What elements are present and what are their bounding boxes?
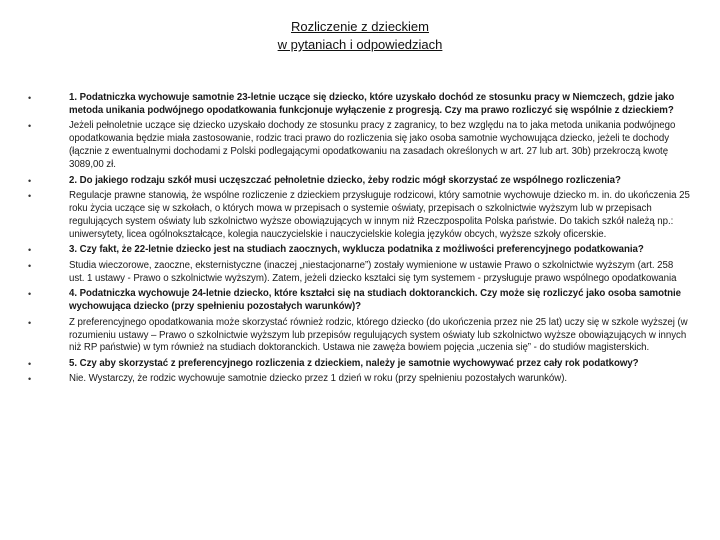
bullet-icon: • [28,191,32,202]
answer-item-5 [0,373,720,386]
answer-text: Z preferencyjnego opodatkowania może skorzystać również rodzic, którego dziecko (do ukończenia przez nie 25 lat) uczy się w szkole wyższej (w rozumieniu ustawy – Prawo o szkolnictwie wyższym lub przepisów regulujących system oświaty lub szkolnictwo wyższe obowiązujących w innych niż RP państwie) w tym również na studiach doktoranckich. Ustawa nie zawęża bowiem pojęcia „uczenia się” - do studiów magisterskich. [69,316,688,354]
answer-item-4 [0,317,720,356]
bullet-icon: • [28,358,32,369]
answer-text: Jeżeli pełnoletnie uczące się dziecko uzyskało dochody ze stosunku pracy z zagranicy, to bez względu na to jaka metoda unikania podwójnego opodatkowania będzie miała zastosowanie, rodzic traci prawo do rozliczenia się jako osoba samotnie wychowująca dziecko, jeżeli te dochody (łącznie z ewentualnymi dochodami z Polski podlegającymi opodatkowaniu na zasadach określonych w art. 27 lub art. 30b) przekroczą kwotę 3089,00 zł. [69,120,676,171]
question-text: 2. Do jakiego rodzaju szkół musi uczęszczać pełnoletnie dziecko, żeby rodzic mógł skorzystać ze wspólnego rozliczenia? [69,174,621,186]
bullet-icon: • [28,289,32,300]
answer-text: Nie. Wystarczy, że rodzic wychowuje samotnie dziecko przez 1 dzień w roku (przy spełnieniu pozostałych warunków). [69,373,568,385]
bullet-icon: • [28,317,32,328]
answer-item-2 [0,190,720,242]
answer-item-3 [0,260,720,286]
question-text: 4. Podatniczka wychowuje 24-letnie dziecko, które kształci się na studiach doktoranckich. Czy może się rozliczyć jako osoba samotnie wychowująca dziecko (przy spełnieniu pozostałych warunków)? [69,288,681,313]
question-item-5 [0,358,720,371]
page-title [0,18,720,54]
qa-list [0,92,720,389]
bullet-icon: • [28,93,32,103]
answer-text: Regulacje prawne stanowią, że wspólne rozliczenie z dzieckiem przysługuje rodzicowi, który samotnie wychowuje dziecko m. in. do ukończenia 25 roku życia uczące się w szkołach, o których mowa w przepisach o systemie oświaty, przepisach o szkolnictwie wyższym lub w przepisach regulujących system oświaty lub szkolnictwo wyższe obowiązujących w innym niż Rzeczpospolita Polska państwie. Do takich szkół należą np.: uniwersytety, licea ogólnokształcące, kolegia nauczycielskie i nauczycielskie kolegia języków obcych, wyższe szkoły oficerskie. [69,190,690,240]
page-title-line-2: w pytaniach i odpowiedziach [277,37,443,52]
answer-item-1 [0,120,720,172]
question-item-4 [0,288,720,314]
page-title-line-1: Rozliczenie z dzieckiem [291,19,429,34]
question-text: 3. Czy fakt, że 22-letnie dziecko jest na studiach zaocznych, wyklucza podatnika z możliwości preferencyjnego podatkowania? [69,244,644,256]
bullet-icon: • [28,121,32,132]
question-item-3 [0,244,720,257]
question-item-1 [0,92,720,118]
question-text: 5. Czy aby skorzystać z preferencyjnego rozliczenia z dzieckiem, należy je samotnie wychowywać przez cały rok podatkowy? [69,357,639,369]
question-item-2 [0,175,720,188]
answer-text: Studia wieczorowe, zaoczne, eksternistyczne (inaczej „niestacjonarne”) zostały wymienione w ustawie Prawo o szkolnictwie wyższym (art. 258 ust. 1 ustawy - Prawo o szkolnictwie wyższym). Zatem, jeżeli dziecko kształci się tym systemem - przysługuje prawo wspólnego opodatkowania [69,259,677,284]
bullet-icon: • [28,175,32,186]
bullet-icon: • [28,260,32,271]
bullet-icon: • [28,374,32,385]
bullet-icon: • [28,245,32,256]
question-text: 1. Podatniczka wychowuje samotnie 23-letnie uczące się dziecko, które uzyskało dochód ze stosunku pracy w Niemczech, gdzie jako metoda unikania podwójnego opodatkowania funkcjonuje wyłączenie z progresją. Czy ma prawo rozliczyć się wspólnie z dzieckiem? [69,92,675,116]
